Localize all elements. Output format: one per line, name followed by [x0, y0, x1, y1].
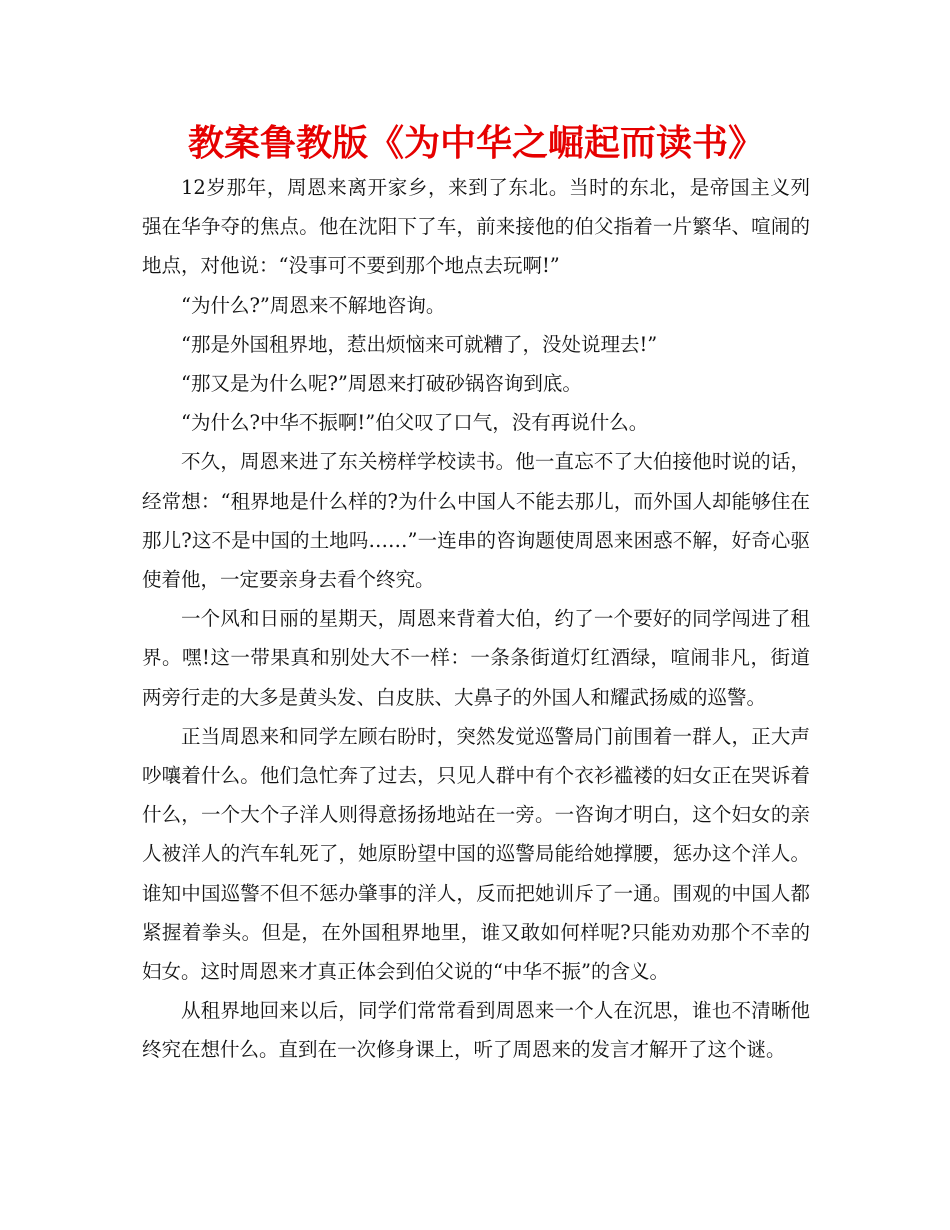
paragraph: “为什么?中华不振啊!”伯父叹了口气，没有再说什么。: [181, 411, 649, 435]
paragraph: 从租界地回来以后，同学们常常看到周恩来一个人在沉思，谁也不清晰他终究在想什么。直到在一次修身课上，听了周恩来的发言才解开了这个谜。: [142, 999, 810, 1062]
paragraph: “那又是为什么呢?”周恩来打破砂锅咨询到底。: [181, 372, 582, 396]
paragraph: 一个风和日丽的星期天，周恩来背着大伯，约了一个要好的同学闯进了租界。嘿!这一带果真和别处大不一样：一条条街道灯红酒绿，喧闹非凡，街道两旁行走的大多是黄头发、白皮肤、大鼻子的外国人和耀武扬威的巡警。: [142, 607, 810, 709]
paragraph: “为什么?”周恩来不解地咨询。: [181, 293, 446, 317]
document-body: [142, 168, 810, 1070]
document-title: 教案鲁教版《为中华之崛起而读书》: [187, 123, 764, 164]
document-page: [142, 120, 810, 1070]
paragraph: 不久，周恩来进了东关榜样学校读书。他一直忘不了大伯接他时说的话，经常想：“租界地是什么样的?为什么中国人不能去那儿，而外国人却能够住在那儿?这不是中国的土地吗……”一连串的咨询题使周恩来困惑不解，好奇心驱使着他，一定要亲身去看个终究。: [142, 450, 810, 592]
paragraph: 正当周恩来和同学左顾右盼时，突然发觉巡警局门前围着一群人，正大声吵嚷着什么。他们急忙奔了过去，只见人群中有个衣衫褴褛的妇女正在哭诉着什么，一个大个子洋人则得意扬扬地站在一旁。一咨询才明白，这个妇女的亲人被洋人的汽车轧死了，她原盼望中国的巡警局能给她撑腰，惩办这个洋人。谁知中国巡警不但不惩办肇事的洋人，反而把她训斥了一通。围观的中国人都紧握着拳头。但是，在外国租界地里，谁又敢如何样呢?只能劝劝那个不幸的妇女。这时周恩来才真正体会到伯父说的“中华不振”的含义。: [142, 724, 810, 984]
paragraph: “那是外国租界地，惹出烦恼来可就糟了，没处说理去!”: [181, 332, 658, 356]
paragraph: 12岁那年，周恩来离开家乡，来到了东北。当时的东北，是帝国主义列强在华争夺的焦点。他在沈阳下了车，前来接他的伯父指着一片繁华、喧闹的地点，对他说：“没事可不要到那个地点去玩啊!”: [142, 176, 810, 278]
